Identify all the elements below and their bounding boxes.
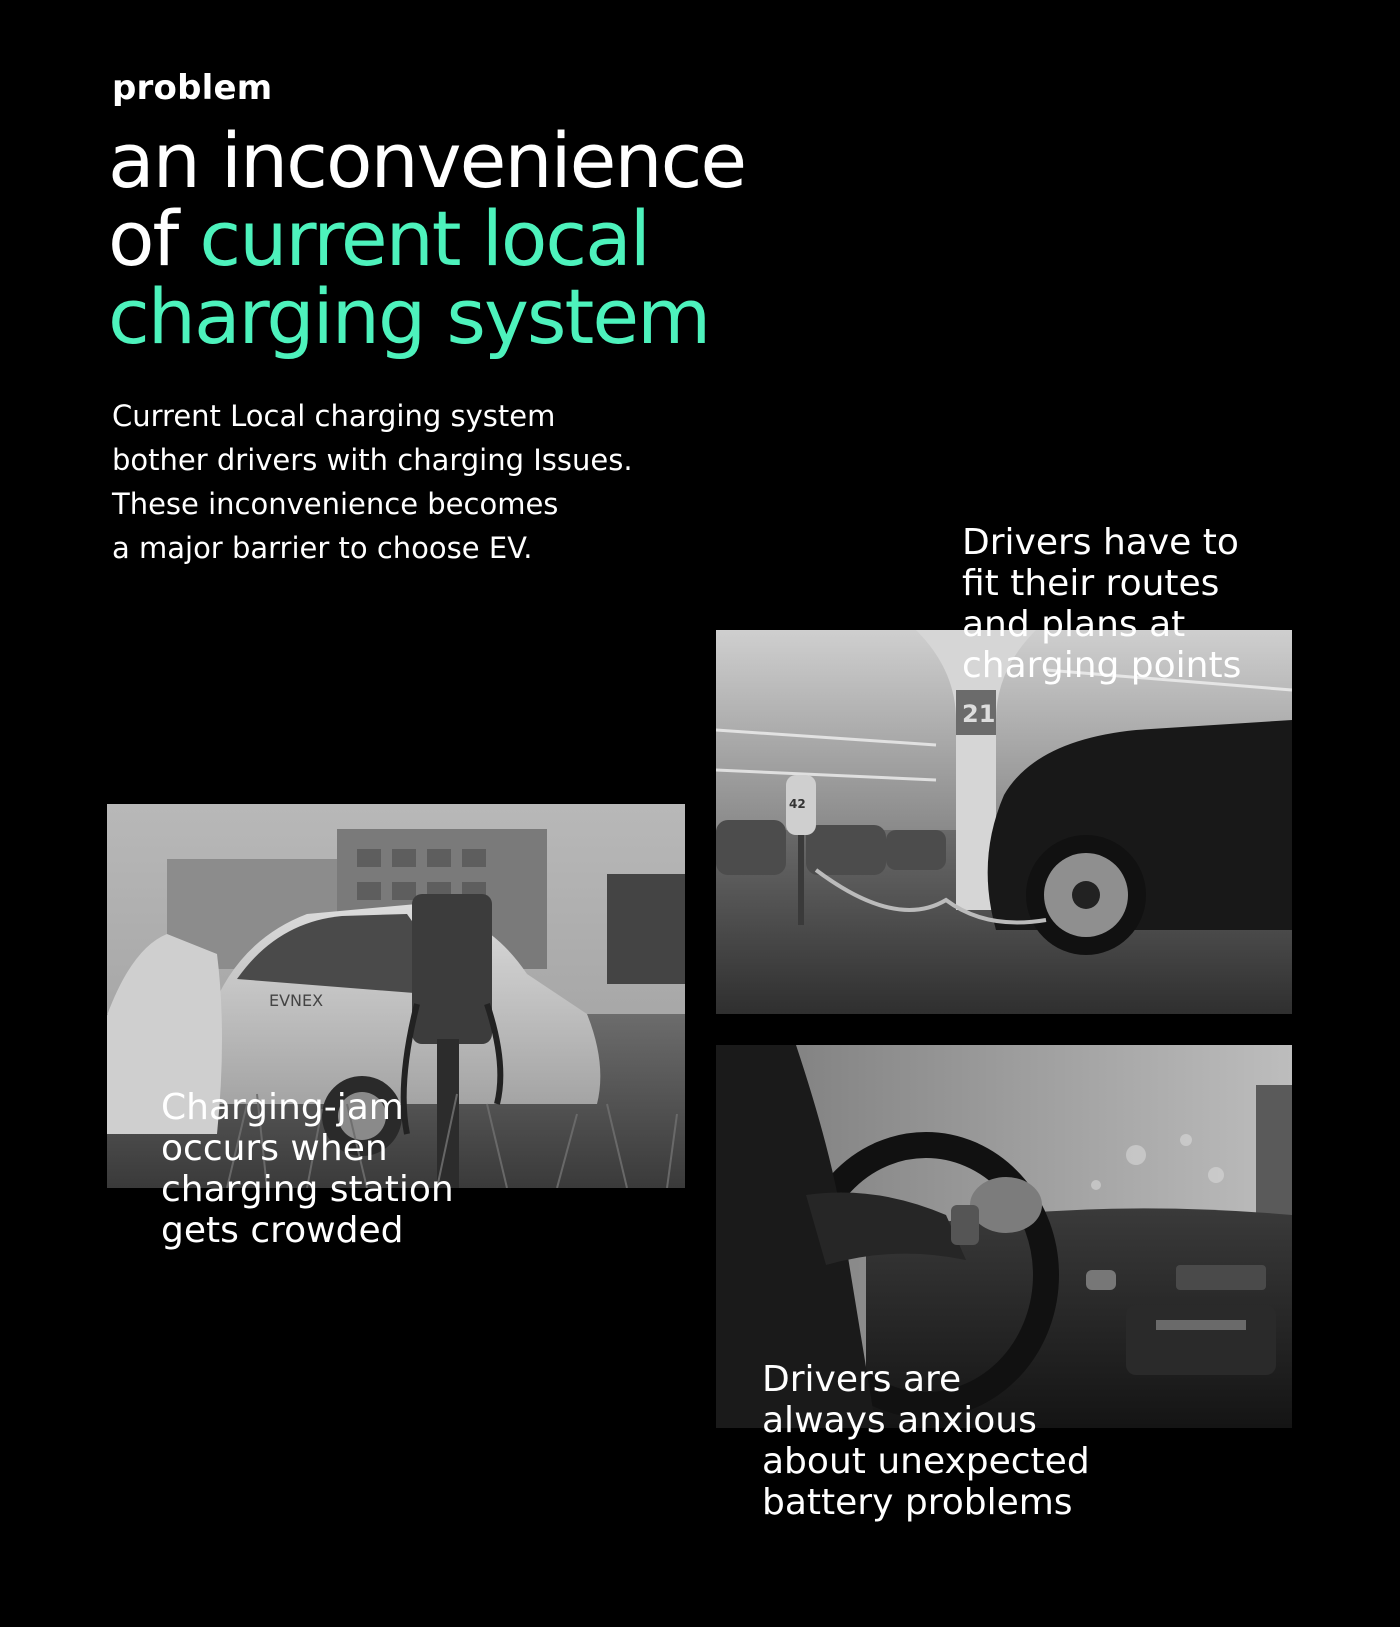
caption-battery-anxiety: [762, 1359, 1090, 1523]
page-headline: [108, 116, 746, 361]
intro-line: These inconvenience becomes: [112, 487, 559, 521]
caption-line: gets crowded: [161, 1210, 404, 1251]
caption-line: charging points: [962, 645, 1242, 686]
caption-line: Drivers are: [762, 1359, 962, 1400]
headline-line-3-accent: charging system: [108, 272, 710, 361]
caption-line: and plans at: [962, 604, 1186, 645]
headline-line-1: an inconvenience: [108, 116, 746, 205]
caption-line: fit their routes: [962, 563, 1220, 604]
brand-text: EVNEX: [269, 991, 324, 1010]
caption-line: occurs when: [161, 1128, 388, 1169]
intro-line: Current Local charging system: [112, 399, 556, 433]
headline-line-2-accent: current local: [199, 194, 649, 283]
caption-line: charging station: [161, 1169, 454, 1210]
caption-charging-jam: [161, 1087, 454, 1251]
parking-garage-photo: [716, 630, 1292, 1014]
caption-routes: [962, 522, 1241, 686]
caption-line: battery problems: [762, 1482, 1073, 1523]
caption-line: Charging-jam: [161, 1087, 404, 1128]
intro-line: bother drivers with charging Issues.: [112, 443, 633, 477]
section-label: problem: [112, 68, 273, 108]
headline-line-2-plain: of: [108, 194, 200, 283]
charger-number: 42: [789, 797, 806, 811]
intro-paragraph: [112, 394, 633, 570]
intro-line: a major barrier to choose EV.: [112, 531, 533, 565]
caption-line: always anxious: [762, 1400, 1037, 1441]
pillar-number: 21: [962, 700, 996, 728]
caption-line: Drivers have to: [962, 522, 1239, 563]
caption-line: about unexpected: [762, 1441, 1090, 1482]
